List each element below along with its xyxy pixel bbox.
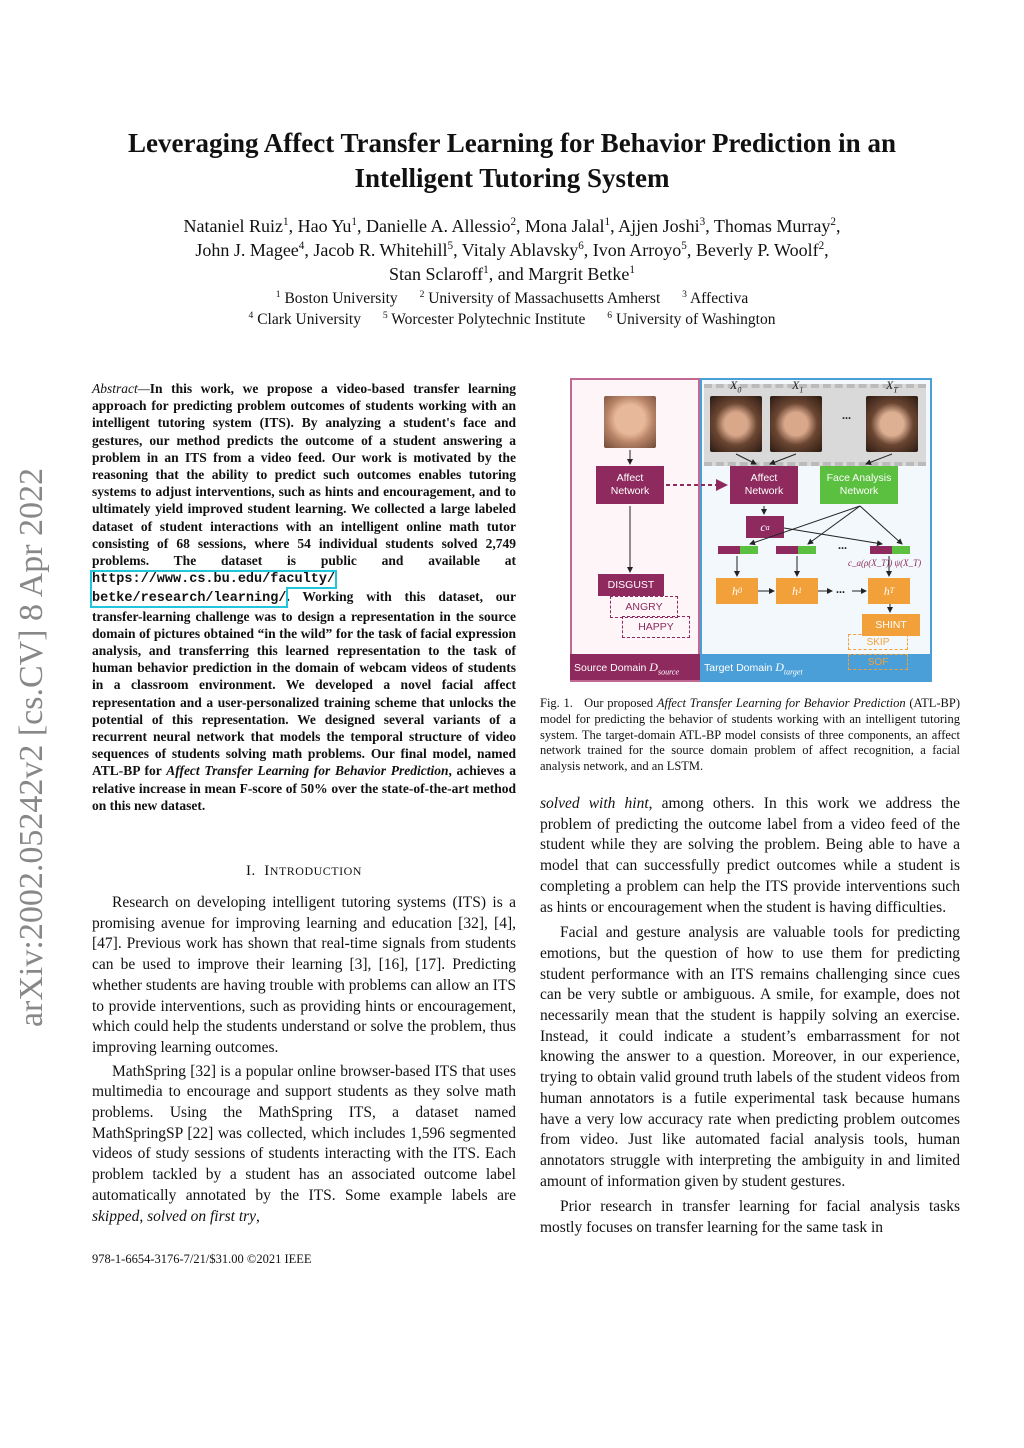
- frame-label-x1: $X_1$: [792, 378, 804, 395]
- author: Danielle A. Allessio$^2$: [365, 216, 517, 236]
- dataset-link[interactable]: https://www.cs.bu.edu/faculty/ betke/research/learning/: [92, 572, 336, 607]
- left-column-body: [92, 893, 516, 1227]
- figure-arrows: [570, 378, 932, 680]
- figure-atl-bp: [570, 378, 932, 680]
- affiliation: $^2$ University of Massachusetts Amherst: [419, 288, 661, 307]
- abstract: Abstract—In this work, we propose a video-based transfer learning approach for predicting problem outcomes of students working with an intelligent tutoring system (ITS). By analyzing a student's face and gestures, our method predicts the outcome of a student answering a problem in an ITS from a video feed. Our work is motivated by the reasoning that the ability to predict such outcomes enables tutoring systems to adjust interventions, such as hints and encouragement, and to ultimately yield improved student learning. We collected a large labeled dataset of student interactions with an intelligent online math tutor consisting of 68 sessions, where 54 individual students solved 2,749 problems. The dataset is public and available at https://www.cs.bu.edu/faculty/ betke/research/learning/. Working with this dataset, our transfer-learning challenge was to design a representation in the source domain of pictures obtained “in the wild” for the task of facial expression analysis, and transferring this learned representation to the task of human behavior prediction in the domain of webcam videos of students in a classroom environment. We developed a novel facial affect representation and a user-personalized training scheme that unlocks the potential of this representation. We designed several variants of a recurrent neural network that models the temporal structure of video sequences of students solving math problems. Our final model, named ATL-BP for Affect Transfer Learning for Behavior Prediction, achieves a relative increase in mean F-score of 50% over the state-of-the-art method on this new dataset.: [92, 381, 516, 813]
- paper-title: [90, 126, 934, 196]
- paragraph: Research on developing intelligent tutoring systems (ITS) is a promising avenue for improving learning and education [32], [4], [47]. Previous work has shown that real-time signals from students can be used to improve their learning [3], [16], [17]. Predicting whether students are having trouble with problems can allow an ITS to provide interventions, such as providing hints or encouragement, which could help the students understand or solve the problem, thus improving learning outcomes.: [92, 894, 516, 1056]
- paragraph: Prior research in transfer learning for facial analysis tasks mostly focuses on transfer learning for the same task in: [540, 1198, 960, 1237]
- author: Jacob R. Whitehill$^5$: [313, 240, 454, 260]
- source-domain-label: Source Domain $D_{source}$: [574, 660, 679, 677]
- frame-label-xt: $X_T$: [886, 378, 898, 395]
- author: Thomas Murray$^2$: [713, 216, 836, 236]
- outcome-skip: SKIP: [848, 634, 908, 650]
- author: Nataniel Ruiz$^1$: [183, 216, 289, 236]
- title-line-2: Intelligent Tutoring System: [354, 163, 670, 193]
- author: Margrit Betke$^1$: [528, 264, 635, 284]
- face-analysis-network: Face Analysis Network: [820, 466, 898, 504]
- target-domain-label: Target Domain $D_{target}$: [704, 660, 803, 677]
- feature-ellipsis: ...: [838, 538, 847, 552]
- frame-label-x0: $X_0$: [730, 378, 742, 395]
- right-column-body: [540, 794, 960, 1239]
- figure-caption: Fig. 1. Our proposed Affect Transfer Learning for Behavior Prediction (ATL-BP) model for predicting the behavior of students working with an intelligent tutoring system. The target-domain ATL-BP model consists of three components, an affect network trained for the source domain problem of affect recognition, a facial analysis network, and an LSTM.: [540, 696, 961, 774]
- title-line-1: Leveraging Affect Transfer Learning for Behavior Prediction in an: [128, 128, 896, 158]
- affiliation: $^4$ Clark University: [248, 309, 361, 328]
- arxiv-identifier: arXiv:2002.05242v2 [cs.CV] 8 Apr 2022: [13, 467, 50, 1028]
- affiliation-list: [80, 288, 944, 330]
- frame-ellipsis: ...: [842, 408, 851, 422]
- emotion-angry: ANGRY: [610, 596, 678, 618]
- source-affect-network: Affect Network: [596, 466, 664, 504]
- abstract-label: Abstract—: [92, 381, 150, 396]
- author: Beverly P. Woolf$^2$: [695, 240, 825, 260]
- affiliation: $^1$ Boston University: [275, 288, 398, 307]
- copyright-footer: 978-1-6654-3176-7/21/$31.00 ©2021 IEEE: [92, 1252, 312, 1266]
- author: Stan Sclaroff$^1$: [389, 264, 489, 284]
- lstm-hidden-0: h 0: [716, 578, 758, 604]
- abstract-text: In this work, we propose a video-based transfer learning approach for predicting problem outcomes of students working with an intelligent tutoring system (ITS). By analyzing a student's face and gestures, our method predicts the outcome of a student answering a problem in an ITS from a video feed. Our work is motivated by the reasoning that the ability to predict such outcomes enables tutoring systems to adjust interventions, such as hints and encouragement, and to ultimately yield improved student learning. We collected a large labeled dataset of student interactions with an intelligent online math tutor consisting of 68 sessions, where 54 individual students solved 2,749 problems. The dataset is public and available at: [92, 381, 516, 569]
- author: Hao Yu$^1$: [297, 216, 357, 236]
- lstm-hidden-t: h T: [868, 578, 910, 604]
- model-name: Affect Transfer Learning for Behavior Prediction: [166, 763, 449, 779]
- author: Ajjen Joshi$^3$: [618, 216, 706, 236]
- emotion-happy: HAPPY: [622, 616, 690, 638]
- affect-code-node: c a: [746, 516, 784, 538]
- section-heading: I. INTRODUCTION: [246, 863, 362, 879]
- affiliation: $^6$ University of Washington: [607, 309, 776, 328]
- target-affect-network: Affect Network: [730, 466, 798, 504]
- outcome-sof: SOF: [848, 654, 908, 670]
- affiliation: $^5$ Worcester Polytechnic Institute: [382, 309, 586, 328]
- affiliation: $^3$ Affectiva: [682, 288, 749, 307]
- paragraph: Facial and gesture analysis are valuable tools for predicting emotions, but the question of how to use them for predicting student performance with an ITS remains challenging since cues can be very subtle or ambiguous. A smile, for example, does not necessarily mean that the student is happily solving an exercise. Instead, it could indicate a student’s embarrassment for not knowing the answer to a question. Moreover, in our experience, trying to obtain valid ground truth labels of the student videos from human annotators is a futile experimental task because humans have a very low accuracy rate when predicting problem outcomes from video. Just like automated facial analysis tools, human annotators struggle with interpreting the ambiguity in and limited amount of information given by student gestures.: [540, 924, 960, 1190]
- author: John J. Magee$^4$: [195, 240, 305, 260]
- paragraph: solved with hint, among others. In this work we address the problem of predicting the outcome label from a video feed of the student while they are solving the problem. Being able to have a model that can successfully predict outcomes while a student is completing a problem can help the ITS provide interventions such as hints or encouragement when the student is having difficulties.: [540, 795, 960, 916]
- emotion-disgust: DISGUST: [598, 574, 664, 596]
- author-list: Nataniel Ruiz$^1$, Hao Yu$^1$, Danielle A. Allessio$^2$, Mona Jalal$^1$, Ajjen Joshi$^3$, Thomas Murray$^2$, John J. Magee$^4$, Jacob R. Whitehill$^5$, Vitaly Ablavsky$^6$, Ivon Arroyo$^5$, Beverly P. Woolf$^2$, Stan Sclaroff$^1$, and Margrit Betke$^1$: [183, 216, 841, 284]
- feature-formula: c_a(ρ(X_T)) ψ(X_T): [848, 558, 922, 568]
- hidden-ellipsis: ...: [836, 582, 845, 596]
- outcome-shint: SHINT: [862, 614, 920, 636]
- author: Ivon Arroyo$^5$: [592, 240, 687, 260]
- author: Mona Jalal$^1$: [525, 216, 611, 236]
- author: Vitaly Ablavsky$^6$: [461, 240, 584, 260]
- paragraph: MathSpring [32] is a popular online browser-based ITS that uses multimedia to encourage and support students as they solve math problems. Using the MathSpring ITS, a dataset named MathSpringSP [22] was collected, which includes 1,596 segmented videos of study sessions of students interacting with the ITS. Each problem tackled by a student has an associated outcome label automatically annotated by the ITS. Some example labels are skipped, solved on first try,: [92, 1062, 516, 1225]
- lstm-hidden-1: h 1: [776, 578, 818, 604]
